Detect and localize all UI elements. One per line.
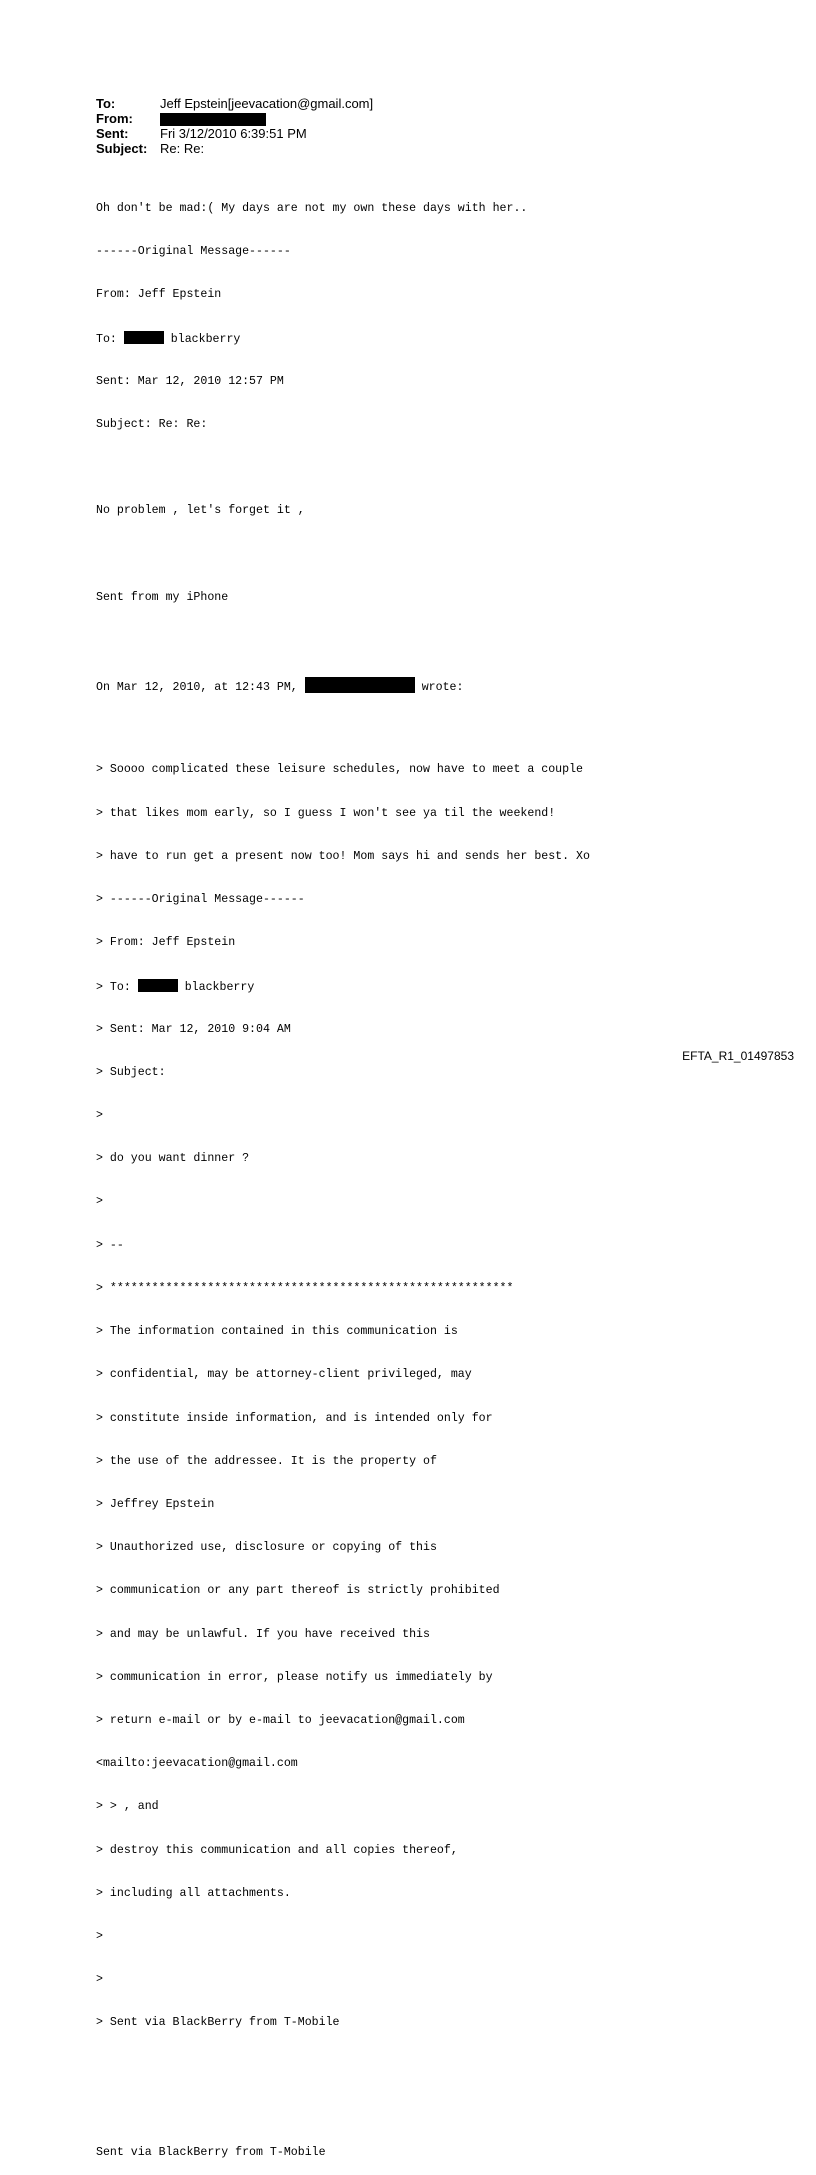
blank-line	[96, 2060, 590, 2074]
body-line	[96, 331, 590, 345]
quoted-line: > including all attachments.	[96, 1886, 291, 1900]
redaction-box	[124, 331, 164, 344]
quoted-line	[96, 979, 590, 993]
quoted-line: >	[96, 1973, 103, 1987]
quoted-line: > Subject:	[96, 1065, 166, 1079]
quoted-line: > and may be unlawful. If you have received this	[96, 1627, 430, 1641]
quoted-line: > ------Original Message------	[96, 893, 305, 907]
quoted-line: > destroy this communication and all copies thereof,	[96, 1843, 458, 1857]
redaction-box	[138, 979, 178, 992]
to-label: To:	[96, 96, 116, 111]
on-prefix: On Mar 12, 2010, at 12:43 PM,	[96, 681, 305, 695]
quoted-line: > The information contained in this communication is	[96, 1325, 458, 1339]
quoted-line: > Sent: Mar 12, 2010 9:04 AM	[96, 1022, 291, 1036]
document-id: EFTA_R1_01497853	[682, 1049, 794, 1063]
subject-row	[96, 141, 373, 156]
sent-row	[96, 126, 373, 141]
body-line: Subject: Re: Re:	[96, 417, 208, 431]
quoted-line: > Jeffrey Epstein	[96, 1497, 215, 1511]
quoted-line: > communication or any part thereof is strictly prohibited	[96, 1584, 500, 1598]
quoted-line: > have to run get a present now too! Mom says hi and sends her best. Xo	[96, 849, 590, 863]
signature-line: Sent via BlackBerry from T-Mobile	[96, 2145, 326, 2159]
email-header	[96, 96, 373, 156]
blank-line	[96, 720, 590, 734]
quoted-line: > Soooo complicated these leisure schedules, now have to meet a couple	[96, 763, 584, 777]
body-line: From: Jeff Epstein	[96, 288, 222, 302]
quoted-line: >	[96, 1109, 103, 1123]
body-line: ------Original Message------	[96, 245, 291, 259]
quoted-line: > return e-mail or by e-mail to jeevacation@gmail.com	[96, 1713, 465, 1727]
sent-label: Sent:	[96, 126, 129, 141]
body-line: No problem , let's forget it ,	[96, 504, 305, 518]
quoted-line: > Unauthorized use, disclosure or copying of this	[96, 1541, 437, 1555]
quoted-line: > constitute inside information, and is intended only for	[96, 1411, 493, 1425]
to-suffix: blackberry	[163, 333, 241, 347]
quoted-line: > From: Jeff Epstein	[96, 936, 236, 950]
body-line: Oh don't be mad:( My days are not my own these days with her..	[96, 201, 528, 215]
quoted-line: > --	[96, 1238, 124, 1252]
quoted-line: > communication in error, please notify us immediately by	[96, 1670, 493, 1684]
quoted-line: >	[96, 1195, 103, 1209]
quoted-line: <mailto:jeevacation@gmail.com	[96, 1757, 298, 1771]
quoted-line: > that likes mom early, so I guess I won't see ya til the weekend!	[96, 806, 556, 820]
sent-value: Fri 3/12/2010 6:39:51 PM	[160, 126, 307, 141]
redaction-box	[305, 677, 415, 693]
blank-line	[96, 461, 590, 475]
on-suffix: wrote:	[414, 681, 464, 695]
quoted-line: > do you want dinner ?	[96, 1152, 250, 1166]
from-label: From:	[96, 111, 133, 126]
to-value: Jeff Epstein[jeevacation@gmail.com]	[160, 96, 374, 111]
quoted-line: > > , and	[96, 1800, 159, 1814]
quoted-line: > **********************************************************	[96, 1281, 514, 1295]
email-body	[96, 173, 590, 2175]
to-prefix: To:	[96, 333, 124, 347]
to-row	[96, 96, 373, 111]
quoted-to-prefix: > To:	[96, 981, 138, 995]
blank-line	[96, 2103, 590, 2117]
body-line: Sent from my iPhone	[96, 590, 229, 604]
blank-line	[96, 634, 590, 648]
quoted-to-suffix: blackberry	[177, 981, 255, 995]
body-line	[96, 677, 590, 695]
quoted-line: > Sent via BlackBerry from T-Mobile	[96, 2016, 340, 2030]
quoted-line: > confidential, may be attorney-client privileged, may	[96, 1368, 472, 1382]
quoted-line: > the use of the addressee. It is the property of	[96, 1454, 437, 1468]
redaction-box	[160, 113, 266, 126]
quoted-line: >	[96, 1929, 103, 1943]
subject-label: Subject:	[96, 141, 148, 156]
from-row	[96, 111, 373, 126]
body-line: Sent: Mar 12, 2010 12:57 PM	[96, 374, 284, 388]
blank-line	[96, 547, 590, 561]
subject-value: Re: Re:	[160, 141, 205, 156]
